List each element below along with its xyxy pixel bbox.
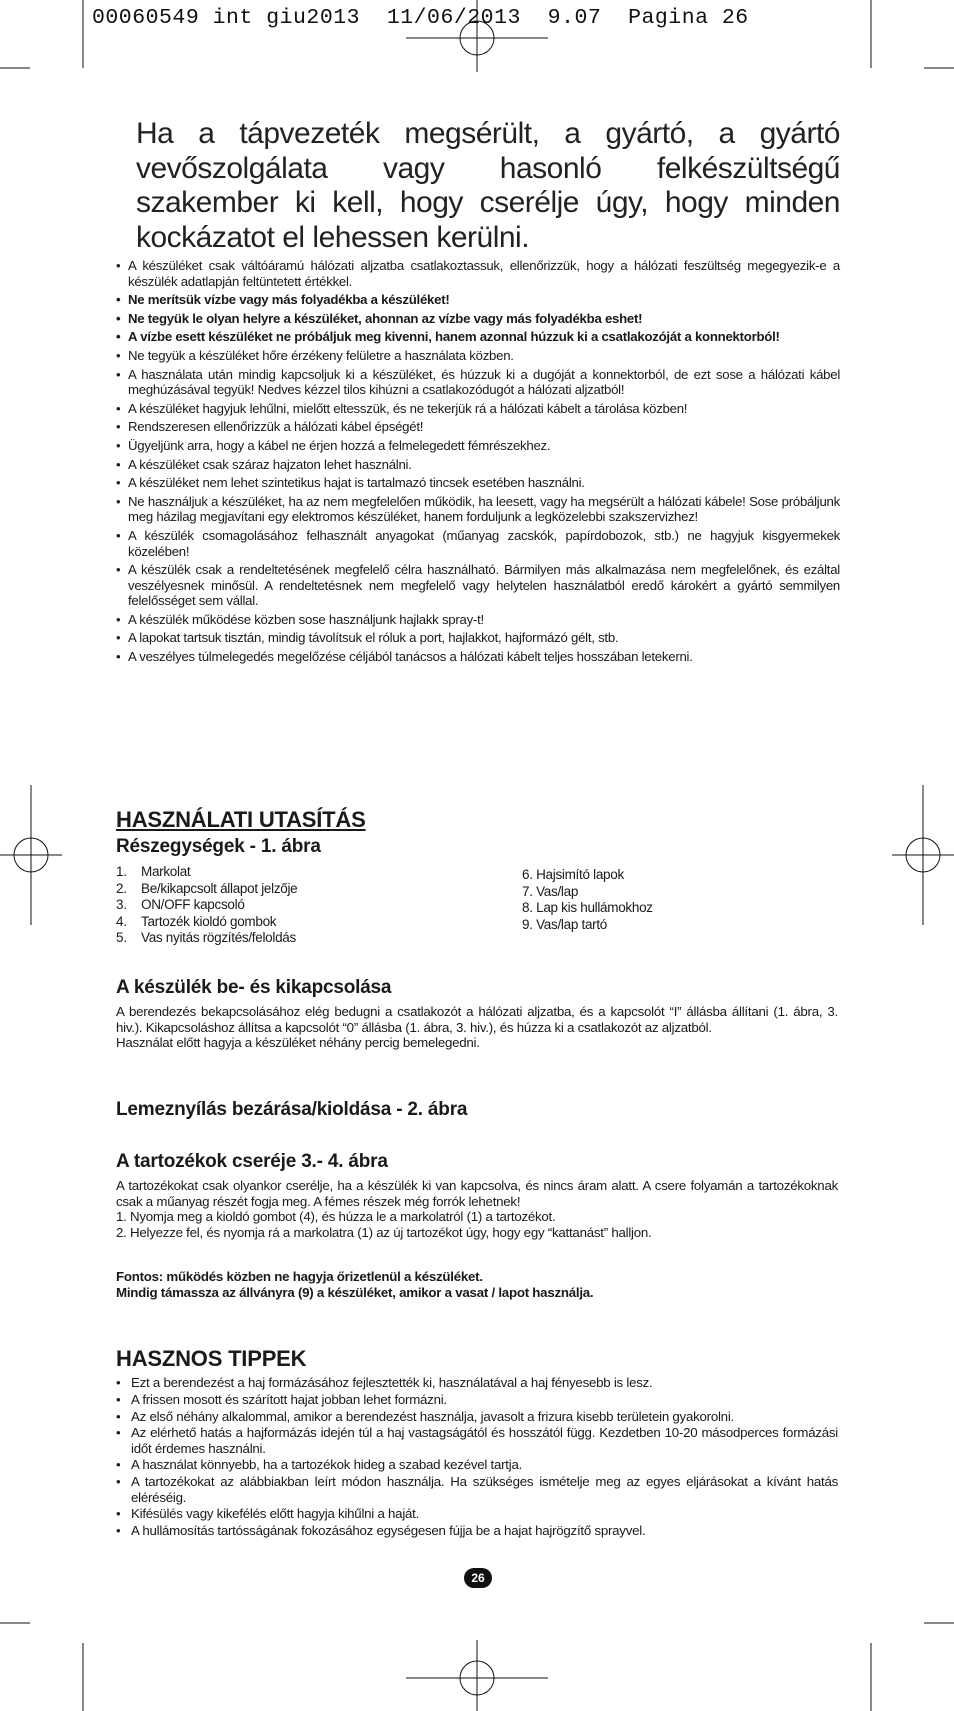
list-item: • A készüléket csak váltóáramú hálózati aljzatba csatlakoztassuk, ellenőrizzük, hogy a hálózati feszültség megegyezik-e a készülék adatlapján feltüntetett értékkel. [116,258,840,289]
list-item: • A készülék csak a rendeltetésének megfelelő célra használható. Bármilyen más alkalmazása nem megfelelőnek, és ezáltal veszélyesnek minősül. A rendeltetésnek nem megfelelő vagy helytelen használatból eredő károkért a gyártó semmilyen felelősséget sem vállal. [116,562,840,609]
list-item: • Kifésülés vagy kikefélés előtt hagyja kihűlni a haját. [116,1506,838,1521]
list-item: • Ügyeljünk arra, hogy a kábel ne érjen hozzá a felmelegedett fémrészekhez. [116,438,840,454]
print-slug: 00060549 int giu2013 11/06/2013 9.07 Pagina 26 [92,6,749,30]
list-item: • Ne használjuk a készüléket, ha az nem megfelelően működik, ha leesett, vagy ha megsérült a hálózati kábele! Sose próbáljunk meg házilag megjavítani egy elektromos készüléket, hanem forduljunk a legközelebbi szakszervizhez! [116,494,840,525]
list-item: • A készülék csomagolásához felhasznált anyagokat (műanyag zacskók, papírdobozok, stb.) ne hagyjuk kisgyermekek közelében! [116,528,840,559]
list-item: 2. Be/kikapcsolt állapot jelzője [116,880,298,896]
list-item: 4. Tartozék kioldó gombok [116,913,277,929]
list-item: • A vízbe esett készüléket ne próbáljuk meg kivenni, hanem azonnal húzzuk ki a csatlakozóját a konnektorból! [116,329,840,345]
list-item: • Ne tegyük le olyan helyre a készüléket, ahonnan az vízbe vagy más folyadékba eshet! [116,311,840,327]
accessory-text: A tartozékokat csak olyankor cserélje, ha a készülék ki van kapcsolva, és nincs áram alatt. A csere folyamán a tartozékoknak csak a műanyag részét fogja meg. A fémes részek még forrók lehetnek! 1. Nyomja meg a kioldó gombot (4), és húzza le a markolatról (1) a tartozékot. 2. Helyezze fel, és nyomja rá a markolatra (1) az új tartozékot úgy, hogy egy “kattanást” halljon. [116,1178,838,1240]
list-item: 6. Hajsimító lapok [522,867,624,882]
lock-heading: Lemeznyílás bezárása/kioldása - 2. ábra [116,1099,468,1120]
list-item: • Az elérhető hatás a hajformázás idején túl a haj vastagságától és hosszától függ. Kezdetben 10-20 másodperces formázási időt érdemes használni. [116,1425,838,1456]
list-item: • Ne tegyük a készüléket hőre érzékeny felületre a használata közben. [116,348,840,364]
list-item: 8. Lap kis hullámokhoz [522,900,653,915]
list-item: • A készüléket csak száraz hajzaton lehet használni. [116,457,840,473]
safety-list [116,258,840,668]
list-item: 3. ON/OFF kapcsoló [116,897,245,912]
list-item: 9. Vas/lap tartó [522,916,608,932]
list-item: • Rendszeresen ellenőrizzük a hálózati kábel épségét! [116,419,840,435]
list-item: • Ezt a berendezést a haj formázásához fejlesztették ki, használatával a haj fényesebb is lesz. [116,1375,838,1390]
list-item: • A használat könnyebb, ha a tartozékok hideg a szabad kezével tartja. [116,1457,838,1472]
parts-list-left [116,864,436,947]
list-item: • Ne merítsük vízbe vagy más folyadékba a készüléket! [116,292,840,308]
usage-heading: HASZNÁLATI UTASÍTÁS [116,807,366,832]
list-item: • A hullámosítás tartósságának fokozásához egységesen fújja be a hajat hajrögzítő sprayvel. [116,1523,838,1538]
list-item: 5. Vas nyitás rögzítés/feloldás [116,930,296,945]
accessory-heading: A tartozékok cseréje 3.- 4. ábra [116,1151,388,1172]
parts-heading: Részegységek - 1. ábra [116,836,321,857]
list-item: • A tartozékokat az alábbiakban leírt módon használja. Ha szükséges ismételje meg az egyes eljárásokat a kívánt hatás eléréséig. [116,1474,838,1505]
list-item: • Az első néhány alkalommal, amikor a berendezést használja, javasolt a frizura kisebb területein gyakorolni. [116,1409,838,1424]
list-item: 1. Markolat [116,864,191,879]
list-item: • A lapokat tartsuk tisztán, mindig távolítsuk el róluk a port, hajlakkot, hajformázó gélt, stb. [116,630,840,646]
list-item: • A készülék működése közben sose használjunk hajlakk spray-t! [116,612,840,628]
list-item: • A készüléket hagyjuk lehűlni, mielőtt eltesszük, és ne tekerjük rá a hálózati kábelt a tárolása közben! [116,401,840,417]
parts-list-right [522,867,822,933]
tips-heading: HASZNOS TIPPEK [116,1346,307,1371]
list-item: 7. Vas/lap [522,883,579,899]
onoff-text: A berendezés bekapcsolásához elég bedugni a csatlakozót a hálózati aljzatba, és a kapcsolót “I” állásba állítani (1. ábra, 3. hiv.). Kikapcsoláshoz állítsa a kapcsolót “0” állásba (1. ábra, 3. hiv.), és húzza ki a csatlakozót az aljzatból. Használat előtt hagyja a készüléket néhány percig bemelegedni. [116,1004,838,1051]
page-number-badge: 26 [464,1568,492,1588]
important-note: Fontos: működés közben ne hagyja őrizetlenül a készüléket. Mindig támassza az állványra (9) a készüléket, amikor a vasat / lapot használja. [116,1269,594,1300]
tips-list [116,1375,838,1540]
onoff-heading: A készülék be- és kikapcsolása [116,977,392,998]
list-item: • A készüléket nem lehet szintetikus hajat is tartalmazó tincsek esetében használni. [116,475,840,491]
list-item: • A frissen mosott és szárított hajat jobban lehet formázni. [116,1392,838,1407]
intro-warning: Ha a tápvezeték megsérült, a gyártó, a gyártó vevőszolgálata vagy hasonló felkészültségű szakember ki kell, hogy cserélje úgy, hogy minden kockázatot el lehessen kerülni. [136,117,840,254]
list-item: • A veszélyes túlmelegedés megelőzése céljából tanácsos a hálózati kábelt teljes hosszában letekerni. [116,649,840,665]
list-item: • A használata után mindig kapcsoljuk ki a készüléket, és húzzuk ki a dugóját a konnektorból, de ezt sose a hálózati kábel meghúzásával tegyük! Nedves kézzel tilos kihúzni a csatlakozódugót a hálózati aljzatból! [116,367,840,398]
